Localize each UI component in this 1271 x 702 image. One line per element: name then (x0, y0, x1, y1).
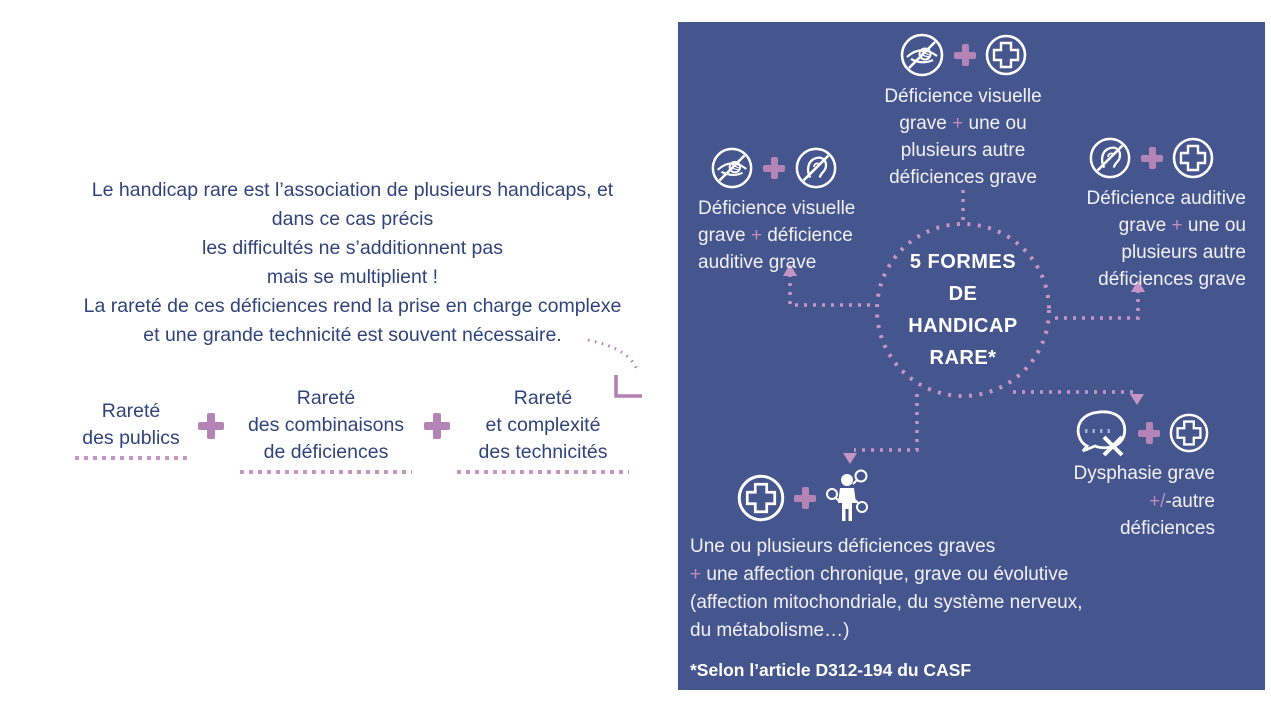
medical-cross-icon (1172, 137, 1214, 179)
plus-icon (763, 157, 785, 179)
branch-icons (853, 32, 1073, 78)
branch-icons (710, 146, 878, 190)
plus-icon (424, 413, 450, 439)
ear-slash-icon (794, 146, 838, 190)
plus-icon (954, 44, 976, 66)
intro-text: Le handicap rare est l’association de plusieurs handicaps, et dans ce cas précis les difficultés ne s’additionnent pas mais se multiplient ! La rareté de ces déficiences rend la prise en charge complexe et une grande technicité est souvent nécessaire. (83, 179, 622, 346)
speech-x-icon (1071, 406, 1129, 460)
branch-text: Déficience auditive grave + une ou plusieurs autre déficiences grave (1086, 188, 1246, 290)
dotted-underline (457, 470, 629, 474)
branch-icons (1056, 136, 1246, 180)
footnote: *Selon l’article D312-194 du CASF (690, 660, 972, 680)
branch-visual-plus-auditory (698, 146, 878, 276)
rarity-item-combinaisons (234, 385, 418, 474)
rarity-item-publics (70, 398, 192, 460)
branch-text: Déficience visuelle grave + déficience auditive grave (698, 198, 856, 273)
rarity-item-label: Rareté et complexité des technicités (478, 387, 608, 463)
plus-icon (1138, 422, 1160, 444)
medical-cross-icon (1169, 413, 1209, 453)
plus-icon (1141, 147, 1163, 169)
center-circle-title: 5 FORMES DE HANDICAP RARE* (908, 251, 1018, 369)
five-forms-panel (678, 22, 1265, 690)
branch-visual-plus-other (853, 32, 1073, 191)
branch-icons (737, 468, 1130, 528)
rarity-item-label: Rareté des combinaisons de déficiences (247, 387, 405, 463)
branch-icons (1043, 406, 1215, 460)
rarity-item-technicites (452, 385, 634, 474)
branch-auditory-plus-other (1056, 136, 1246, 293)
medical-cross-icon (737, 474, 785, 522)
ear-slash-icon (1088, 136, 1132, 180)
branch-text: Une ou plusieurs déficiences graves + une affection chronique, grave ou évolutive (affection mitochondriale, du système nerveux, du métabolisme…) (690, 536, 1083, 641)
eye-slash-icon (899, 32, 945, 78)
dotted-underline (75, 456, 187, 460)
branch-deficiency-plus-chronic-affection (690, 468, 1130, 645)
rarity-item-label: Rareté des publics (82, 400, 180, 449)
eye-slash-icon (710, 146, 754, 190)
plus-icon (198, 413, 224, 439)
branch-text: Déficience visuelle grave + une ou plusieurs autre déficiences grave (884, 86, 1042, 188)
dotted-underline (240, 470, 412, 474)
medical-cross-icon (985, 34, 1027, 76)
branch-text: Dysphasie grave +/-autre déficiences (1073, 463, 1215, 539)
plus-icon (794, 487, 816, 509)
person-search-icon (825, 468, 871, 528)
